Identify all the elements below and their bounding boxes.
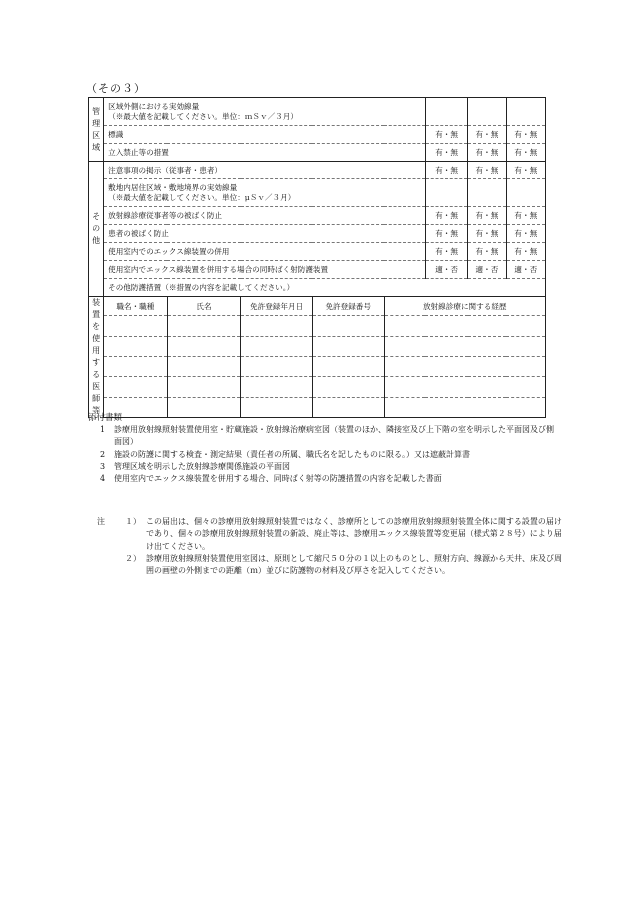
choice-cell[interactable] — [468, 98, 506, 126]
choice-cell[interactable]: 有・無 — [425, 144, 467, 162]
table-cell[interactable] — [241, 336, 313, 356]
column-header: 免許登録年月日 — [241, 297, 313, 316]
choice-cell[interactable]: 有・無 — [425, 126, 467, 144]
column-header: 職名・職種 — [104, 297, 168, 316]
choice-cell[interactable]: 適・否 — [425, 261, 467, 279]
table-row — [89, 144, 546, 162]
list-item: 4 使用室内でエックス線装置を併用する場合、同時ばく射等の防護措置の内容を記載した書面 — [100, 474, 442, 484]
table-cell[interactable] — [384, 377, 545, 397]
table-cell[interactable] — [384, 397, 545, 417]
row-label: 区域外側における実効線量 （※最大値を記載してください。単位：ｍＳｖ／３月） — [104, 98, 426, 126]
table-cell[interactable] — [241, 397, 313, 417]
choice-cell[interactable]: 有・無 — [506, 126, 545, 144]
choice-cell[interactable] — [506, 179, 545, 207]
table-cell[interactable] — [104, 336, 168, 356]
list-item: 3 管理区域を明示した放射線診療関係施設の平面図 — [100, 461, 290, 471]
attachments-title: 添付書類 — [88, 413, 123, 423]
table-cell[interactable] — [384, 336, 545, 356]
choice-cell[interactable]: 有・無 — [425, 162, 467, 179]
table-row — [89, 356, 546, 376]
table-row — [89, 126, 546, 144]
table-cell[interactable] — [384, 316, 545, 336]
choice-cell[interactable]: 有・無 — [506, 162, 545, 179]
column-header: 免許登録番号 — [312, 297, 384, 316]
table-cell[interactable] — [241, 316, 313, 336]
table-cell[interactable] — [312, 356, 384, 376]
column-header: 氏名 — [167, 297, 241, 316]
table-cell[interactable] — [104, 356, 168, 376]
choice-cell[interactable]: 有・無 — [468, 144, 506, 162]
row-label: 敷地内居住区域・敷地境界の実効線量 （※最大値を記載してください。単位：μＳｖ／３月） — [104, 179, 426, 207]
table-cell[interactable] — [312, 397, 384, 417]
row-label: 患者の被ばく防止 — [104, 225, 426, 243]
table-row — [89, 98, 546, 126]
page-label: （その３） — [86, 82, 146, 95]
table-cell[interactable] — [312, 377, 384, 397]
table-cell[interactable] — [312, 336, 384, 356]
column-header: 放射線診療に関する経歴 — [384, 297, 545, 316]
list-item: 1 診療用放射線照射装置使用室・貯蔵施設・放射線治療病室図（装置のほか、隣接室及び上下階の室を明示した平面図及び側面図） — [100, 425, 554, 447]
choice-cell[interactable]: 有・無 — [425, 225, 467, 243]
table-row — [89, 397, 546, 417]
choice-cell[interactable] — [468, 179, 506, 207]
form-table — [88, 97, 546, 418]
section-doctors: 装置を使用する医師等 — [89, 297, 104, 418]
table-row — [89, 162, 546, 179]
table-cell[interactable] — [167, 356, 241, 376]
list-item: ２） 診療用放射線照射装置使用室図は、原則として縮尺５０分の１以上のものとし、照射方向、線源から天井、床及び周囲の画壁の外側までの距離（ｍ）並びに防護物の材料及び厚さを記入してください。 — [125, 553, 562, 576]
table-row — [89, 261, 546, 279]
choice-cell[interactable] — [425, 98, 467, 126]
choice-cell[interactable]: 有・無 — [468, 126, 506, 144]
row-label: 使用室内でエックス線装置を併用する場合の同時ばく射防護装置 — [104, 261, 426, 279]
choice-cell[interactable]: 有・無 — [506, 144, 545, 162]
row-label: 放射線診療従事者等の被ばく防止 — [104, 207, 426, 225]
list-item: 注 １） この届出は、個々の診療用放射線照射装置ではなく、診療所としての診療用放射線照射装置全体に関する設置の届けであり、個々の診療用放射線照射装置の新設、廃止等は、診療用エックス線装置等変更届（様式第２８号）により届け出てください。 — [97, 517, 562, 551]
table-row — [89, 179, 546, 207]
choice-cell[interactable] — [425, 179, 467, 207]
row-label: 立入禁止等の措置 — [104, 144, 426, 162]
choice-cell[interactable]: 有・無 — [425, 207, 467, 225]
row-label: その他防護措置（※措置の内容を記載してください。） — [104, 279, 546, 297]
table-cell[interactable] — [167, 336, 241, 356]
table-row — [89, 243, 546, 261]
row-label: 使用室内でのエックス線装置の併用 — [104, 243, 426, 261]
choice-cell[interactable]: 有・無 — [468, 162, 506, 179]
table-cell[interactable] — [104, 377, 168, 397]
choice-cell[interactable]: 適・否 — [468, 261, 506, 279]
choice-cell[interactable]: 有・無 — [468, 225, 506, 243]
table-cell[interactable] — [241, 377, 313, 397]
table-cell[interactable] — [104, 316, 168, 336]
table-row — [89, 377, 546, 397]
section-kanri: 管理区域 — [89, 98, 104, 162]
attachments-list — [100, 424, 560, 485]
table-cell[interactable] — [167, 316, 241, 336]
row-label: 標識 — [104, 126, 426, 144]
choice-cell[interactable]: 有・無 — [506, 225, 545, 243]
row-label: 注意事項の掲示（従事者・患者） — [104, 162, 426, 179]
table-cell[interactable] — [384, 356, 545, 376]
table-row — [89, 336, 546, 356]
choice-cell[interactable]: 有・無 — [468, 207, 506, 225]
choice-cell[interactable]: 有・無 — [506, 243, 545, 261]
choice-cell[interactable]: 適・否 — [506, 261, 545, 279]
table-cell[interactable] — [167, 397, 241, 417]
table-row — [89, 316, 546, 336]
notes — [97, 516, 563, 577]
choice-cell[interactable]: 有・無 — [425, 243, 467, 261]
choice-cell[interactable]: 有・無 — [468, 243, 506, 261]
choice-cell[interactable]: 有・無 — [506, 207, 545, 225]
table-cell[interactable] — [167, 377, 241, 397]
table-cell[interactable] — [241, 356, 313, 376]
table-row — [89, 225, 546, 243]
table-row — [89, 297, 546, 316]
table-row — [89, 279, 546, 297]
table-cell[interactable] — [312, 316, 384, 336]
table-row — [89, 207, 546, 225]
list-item: 2 施設の防護に関する検査・測定結果（責任者の所属、職氏名を記したものに限る。）又は遮蔽計算書 — [100, 449, 470, 459]
section-sonota: その他 — [89, 162, 104, 297]
choice-cell[interactable] — [506, 98, 545, 126]
